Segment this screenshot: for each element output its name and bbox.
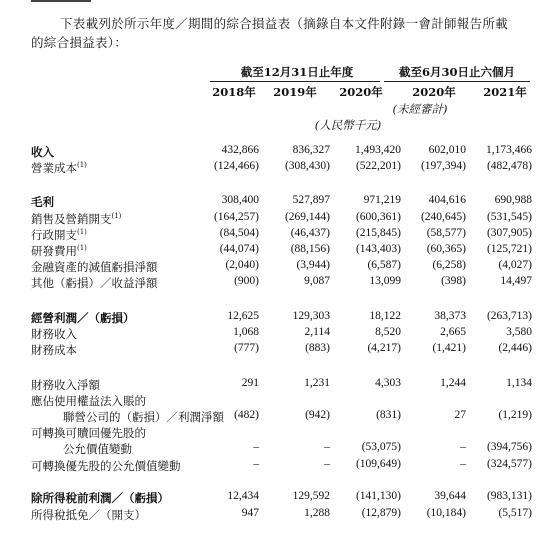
row-label [31,425,146,441]
table-cell: (482,478) [486,160,532,172]
table-cell: (942) [305,409,330,421]
footnote-marker: (1) [77,228,87,237]
table-cell: – [460,441,466,453]
table-cell: 404,616 [428,194,466,206]
row-label-text: 應佔使用權益法入賬的 [31,394,146,408]
table-cell: 1,244 [440,377,466,389]
row-label-text: 可轉換優先股的公允價值變動 [31,459,181,473]
row-label [31,227,87,243]
table-cell: (84,504) [219,227,259,239]
table-cell: (164,257) [213,211,259,223]
table-cell: 947 [241,507,259,519]
row-label-text: 公允價值變動 [63,442,132,456]
row-label [31,377,100,393]
footnote-marker: (1) [77,244,87,253]
row-label [31,342,77,358]
table-cell: (109,649) [355,458,401,470]
table-cell: 38,373 [434,310,466,322]
table-cell: (3,944) [296,259,330,271]
table-cell: (124,466) [213,160,259,172]
row-label-text: 所得稅抵免／（開支） [31,508,146,522]
table-cell: (900) [234,275,259,287]
table-cell: (269,144) [284,211,330,223]
currency-unit: (人民幣千元) [314,118,382,132]
table-cell: 1,173,466 [486,144,532,156]
table-cell: (1,421) [432,342,466,354]
half-2020: 2020年 [412,85,456,99]
table-cell: (324,577) [486,458,532,470]
year-2019: 2019年 [273,85,317,99]
intro-line-1: 下表載列於所示年度／期間的綜合損益表（摘錄自本文件附錄一會計師報告所載 [60,16,509,31]
row-label-text: 銷售及營銷開支 [31,212,112,226]
row-label [31,194,54,210]
header-underline-six [384,81,530,82]
row-label-text: 其他（虧損）／收益淨額 [31,276,158,290]
table-cell: (398) [441,275,466,287]
table-cell: (5,517) [498,507,532,519]
table-cell: 27 [454,409,466,421]
row-label [31,490,169,506]
table-cell: (4,217) [367,342,401,354]
table-cell: (883) [305,342,330,354]
row-label-text: 經營利潤／（虧損） [31,311,135,325]
table-cell: (2,446) [498,342,532,354]
table-cell: 129,592 [292,490,330,502]
table-cell: 8,520 [375,326,401,338]
row-label-text: 行政開支 [31,228,77,242]
footnote-marker: (1) [111,212,122,221]
table-cell: (60,365) [426,243,466,255]
header-group-six-months: 截至6月30日止六個月 [398,65,515,79]
table-cell: (46,437) [290,227,330,239]
row-label-text: 收入 [31,145,54,159]
row-label [31,259,158,275]
year-2020: 2020年 [339,85,383,99]
table-cell: (53,075) [361,441,401,453]
table-cell: 12,625 [227,310,259,322]
row-label-text: 金融資產的減值虧損淨額 [31,260,158,274]
table-cell: 4,303 [375,377,401,389]
unaudited-note: (未經審計) [392,102,448,116]
row-label-text: 財務收入淨額 [31,378,100,392]
table-cell: (143,403) [355,243,401,255]
row-label-text: 除所得稅前利潤／（虧損） [31,491,169,505]
year-2018: 2018年 [212,85,256,99]
row-label-text: 營業成本 [31,161,77,175]
table-cell: (482) [234,409,259,421]
table-cell: (240,645) [420,211,466,223]
table-cell: (394,756) [486,441,532,453]
table-cell: (215,845) [355,227,401,239]
table-cell: 1,493,420 [355,144,401,156]
table-cell: (10,184) [426,507,466,519]
table-cell: 1,288 [304,507,330,519]
row-label-text: 財務收入 [31,327,77,341]
table-cell: (58,577) [426,227,466,239]
table-cell: – [253,441,259,453]
table-cell: 3,580 [506,326,532,338]
row-label [31,393,146,409]
row-label-text: 財務成本 [31,343,77,357]
table-cell: – [324,458,330,470]
table-cell: (1,219) [498,409,532,421]
header-underline-fiscal [210,81,380,82]
table-cell: 836,327 [292,144,330,156]
table-cell: (600,361) [355,211,401,223]
half-2021: 2021年 [483,85,527,99]
table-cell: 129,303 [292,310,330,322]
row-label [31,160,87,176]
table-cell: – [324,441,330,453]
table-cell: (263,713) [486,310,532,322]
row-label [63,441,132,457]
table-cell: (125,721) [486,243,532,255]
row-label [31,275,158,291]
table-cell: 18,122 [369,310,401,322]
table-cell: 308,400 [221,194,259,206]
table-cell: 1,134 [506,377,532,389]
row-label [31,211,121,227]
table-cell: (197,394) [420,160,466,172]
table-cell: (6,587) [367,259,401,271]
table-cell: (141,130) [355,490,401,502]
table-cell: 1,231 [304,377,330,389]
table-cell: 9,087 [304,275,330,287]
table-cell: 527,897 [292,194,330,206]
table-cell: 602,010 [428,144,466,156]
row-label [31,326,77,342]
table-cell: – [253,458,259,470]
table-cell: (531,545) [486,211,532,223]
table-cell: 2,665 [440,326,466,338]
table-cell: (307,905) [486,227,532,239]
row-label-text: 可轉換可贖回優先股的 [31,426,146,440]
table-cell: 432,866 [221,144,259,156]
table-cell: 12,434 [227,490,259,502]
footnote-marker: (1) [77,161,87,170]
row-label [31,310,135,326]
header-group-fiscal-year: 截至12月31日止年度 [240,65,354,79]
row-label-text: 研發費用 [31,244,77,258]
table-cell: 14,497 [500,275,532,287]
table-cell: 13,099 [369,275,401,287]
table-cell: (831) [376,409,401,421]
table-cell: (88,156) [290,243,330,255]
table-cell: (308,430) [284,160,330,172]
table-cell: (6,258) [432,259,466,271]
table-cell: (983,131) [486,490,532,502]
row-label [31,507,146,523]
table-cell: (522,201) [355,160,401,172]
row-label [31,458,181,474]
table-cell: (777) [234,342,259,354]
table-cell: (2,040) [225,259,259,271]
table-cell: 1,068 [233,326,259,338]
row-label-text: 毛利 [31,195,54,209]
table-cell: (4,027) [498,259,532,271]
table-cell: – [460,458,466,470]
table-cell: (12,879) [361,507,401,519]
intro-line-2: 的綜合損益表）： [31,35,128,50]
row-label [31,243,87,259]
table-cell: 291 [241,377,259,389]
row-label-text: 聯營公司的（虧損）／利潤淨額 [63,410,224,424]
table-cell: 39,644 [434,490,466,502]
cropped-heading-fragment [31,0,91,2]
table-cell: 690,988 [494,194,532,206]
table-cell: (44,074) [219,243,259,255]
table-cell: 2,114 [304,326,330,338]
row-label [31,144,54,160]
table-cell: 971,219 [363,194,401,206]
